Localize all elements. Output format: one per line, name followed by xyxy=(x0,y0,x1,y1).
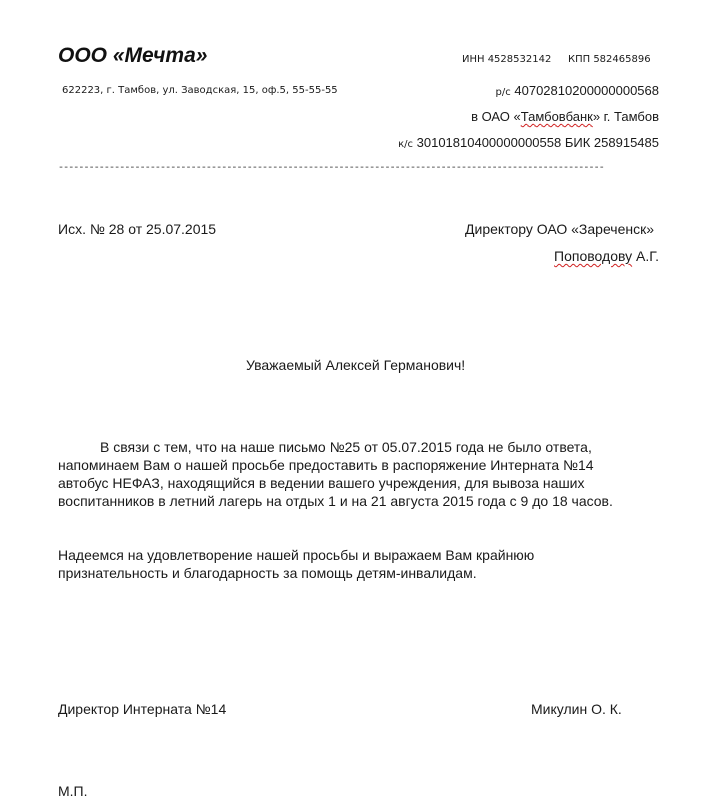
salutation: Уважаемый Алексей Германович! xyxy=(246,357,466,373)
bik: БИК 258915485 xyxy=(564,135,659,150)
paragraph-2 xyxy=(58,546,658,582)
bank-suffix: » г. Тамбов xyxy=(592,109,659,124)
paragraph-2-line: признательность и благодарность за помощь детям-инвалидам. xyxy=(58,565,477,581)
paragraph-1-line: автобус НЕФАЗ, находящийся в ведении вашего учреждения, для вывоза наших xyxy=(58,475,585,491)
recipient-line1: Директору ОАО «Зареченск» xyxy=(465,221,654,237)
inn: ИНН 4528532142 xyxy=(462,54,552,65)
recipient-surname: Поповодову xyxy=(554,248,633,264)
bank-line xyxy=(471,109,659,124)
paragraph-1-line: воспитанников в летний лагерь на отдых 1 и на 21 августа 2015 года с 9 до 18 часов. xyxy=(58,493,613,509)
ks-label: к/с xyxy=(398,139,413,150)
recipient-initials: А.Г. xyxy=(632,248,659,264)
signer-name: Микулин О. К. xyxy=(531,701,622,717)
bank-prefix: в ОАО « xyxy=(471,109,521,124)
paragraph-1-line: В связи с тем, что на наше письмо №25 от 05.07.2015 года не было ответа, xyxy=(100,439,592,455)
paragraph-1-line: напоминаем Вам о нашей просьбе предоставить в распоряжение Интерната №14 xyxy=(58,457,594,473)
settlement-account xyxy=(496,83,659,98)
correspondent-account xyxy=(398,135,659,150)
header-divider: ----------------------------------------------------------------------------------------------------------- xyxy=(58,163,604,174)
recipient-line2 xyxy=(554,247,659,265)
paragraph-1 xyxy=(58,438,658,510)
company-address: 622223, г. Тамбов, ул. Заводская, 15, оф.5, 55-55-55 xyxy=(62,85,338,96)
kpp: КПП 582465896 xyxy=(568,54,651,65)
paragraph-2-line: Надеемся на удовлетворение нашей просьбы и выражаем Вам крайнюю xyxy=(58,547,535,563)
rs-label: р/с xyxy=(495,87,511,98)
ks-value: 30101810400000000558 xyxy=(416,135,562,150)
company-name: ООО «Мечта» xyxy=(58,44,208,67)
bank-name: Тамбовбанк xyxy=(520,109,593,124)
stamp-place: М.П. xyxy=(58,783,88,799)
rs-value: 40702810200000000568 xyxy=(514,83,659,98)
outgoing-reference: Исх. № 28 от 25.07.2015 xyxy=(58,221,217,237)
signer-title: Директор Интерната №14 xyxy=(58,701,227,717)
